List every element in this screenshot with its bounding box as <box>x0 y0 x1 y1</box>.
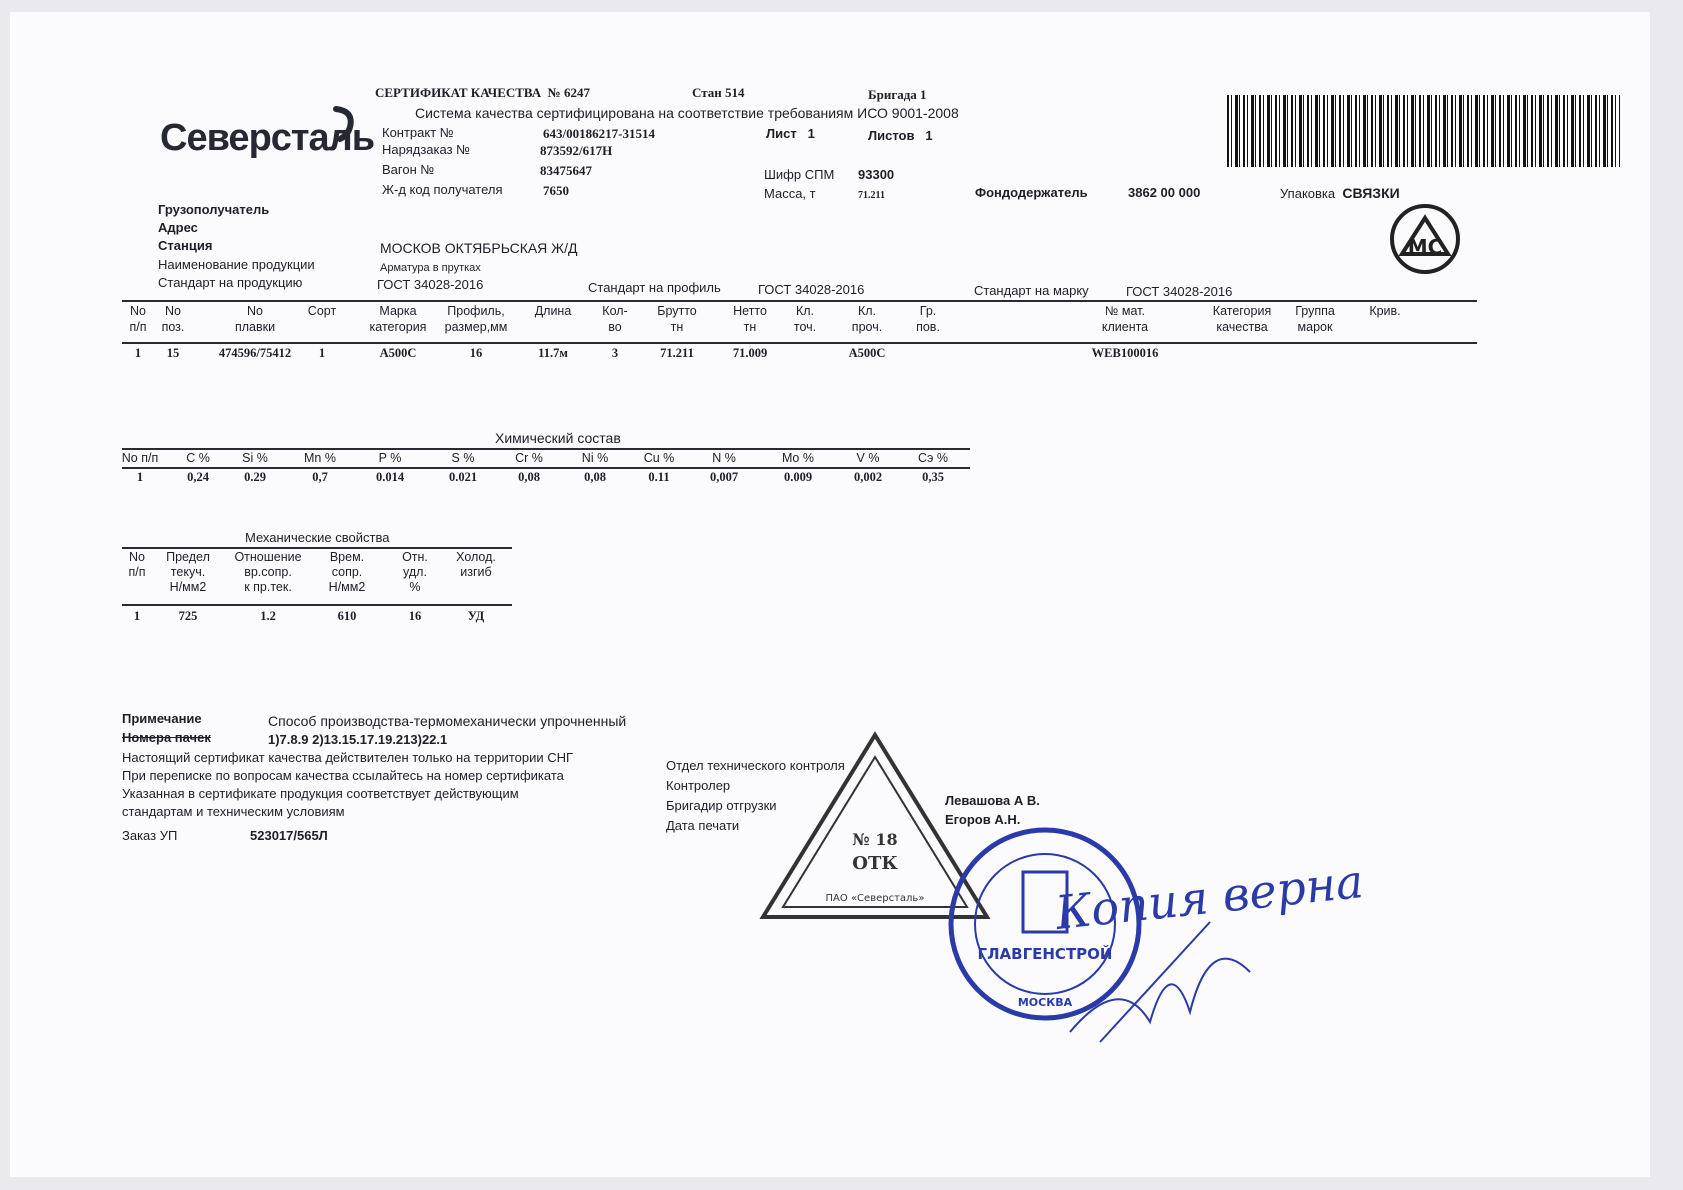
main-table-bottom-line <box>122 342 1477 344</box>
wagon-value: 83475647 <box>540 163 592 178</box>
standard-value: ГОСТ 34028-2016 <box>377 277 484 292</box>
main-table-header-1-line-0: No <box>165 304 181 318</box>
mech-table-cell-5: УД <box>467 609 485 623</box>
chem-table-mid-line <box>122 467 970 469</box>
main-table-header-3-line-0: Сорт <box>307 304 337 318</box>
severstal-logo-icon <box>328 105 358 145</box>
main-table-header-6 <box>535 303 572 319</box>
chem-table-header-3 <box>304 450 336 466</box>
controller-label: Контролер <box>666 778 731 793</box>
certificate-title: СЕРТИФИКАТ КАЧЕСТВА № 6247 <box>375 85 590 100</box>
chem-table-cell-12: 0,35 <box>922 470 944 484</box>
mech-title: Механические свойства <box>245 530 390 545</box>
grade-std-value: ГОСТ 34028-2016 <box>1126 284 1233 299</box>
mech-table-header-4-line-2: % <box>409 580 421 594</box>
chem-table-cell-7: 0,08 <box>584 470 606 484</box>
main-table-header-0 <box>129 303 146 335</box>
main-table-header-2-line-1: плавки <box>234 320 276 334</box>
main-table-header-10 <box>794 303 816 335</box>
sheets-label: Листов 1 <box>868 128 933 143</box>
product-label: Наименование продукции <box>158 257 315 272</box>
main-table-cell-6: 11.7м <box>538 346 568 360</box>
otk-stamp-number: № 18 <box>852 830 898 849</box>
mech-table-header-2 <box>234 550 301 595</box>
main-table-header-12 <box>916 303 940 335</box>
main-table-header-13-line-1: клиента <box>1101 320 1149 334</box>
main-table-header-2 <box>235 303 275 335</box>
chem-table-header-10-line-0: Mo % <box>782 451 814 465</box>
mech-table-header-3 <box>329 550 366 595</box>
chem-table-cell-11: 0,002 <box>853 470 883 484</box>
main-table-header-7-line-0: Кол- <box>602 304 628 318</box>
round-stamp-city: МОСКВА <box>1017 996 1073 1009</box>
cipher-value: 93300 <box>858 167 895 182</box>
footer-line-4: стандартам и техническим условиям <box>122 804 345 819</box>
mech-table-header-2-line-0: Отношение <box>234 550 302 564</box>
mech-table-header-3-line-2: Н/мм2 <box>328 580 366 594</box>
mech-table-top-line <box>122 547 512 549</box>
main-table-header-8-line-1: тн <box>670 320 684 334</box>
cipher-label: Шифр СПМ <box>764 167 835 182</box>
main-table-header-7 <box>602 303 627 335</box>
mech-table-header-1-line-2: Н/мм2 <box>169 580 207 594</box>
main-table-cell-2: 474596/75412 <box>218 346 292 360</box>
sheet-label: Лист 1 <box>766 126 815 141</box>
mech-table-header-1 <box>166 550 210 595</box>
station-value: МОСКОВ ОКТЯБРЬСКАЯ Ж/Д <box>380 240 578 256</box>
up-order-value: 523017/565Л <box>250 828 328 843</box>
mech-table-header-1-line-1: текуч. <box>170 565 206 579</box>
main-table-header-11-line-1: проч. <box>851 320 883 334</box>
main-table-cell-3: 1 <box>318 346 326 360</box>
main-table-header-8-line-0: Брутто <box>657 304 697 318</box>
mech-table-header-2-line-2: к пр.тек. <box>244 580 292 594</box>
controller-name: Левашова А В. <box>945 793 1040 808</box>
order-label: Нарядзаказ № <box>382 142 471 157</box>
chem-table-header-1-line-0: С % <box>186 451 210 465</box>
main-table-header-1 <box>162 303 185 335</box>
main-table-header-6-line-0: Длина <box>534 304 572 318</box>
main-table-header-12-line-1: пов. <box>916 320 940 334</box>
mill: Стан 514 <box>692 85 745 100</box>
signature <box>1060 912 1260 1052</box>
mech-table-header-5 <box>456 550 496 580</box>
footer-line-3: Указанная в сертификате продукция соответствует действующим <box>122 786 519 801</box>
main-table-header-11-line-0: Кл. <box>857 304 877 318</box>
chem-table-cell-6: 0,08 <box>518 470 540 484</box>
print-date-label: Дата печати <box>666 818 740 833</box>
order-value: 873592/617Н <box>540 143 613 158</box>
mech-table-header-3-line-0: Врем. <box>329 550 365 564</box>
profile-std-label: Стандарт на профиль <box>588 280 721 295</box>
brigade: Бригада 1 <box>868 87 927 102</box>
main-table-header-5 <box>445 303 508 335</box>
chem-table-header-9-line-0: N % <box>712 451 736 465</box>
main-table-header-16 <box>1369 303 1400 319</box>
main-table-header-4-line-1: категория <box>369 320 427 334</box>
profile-std-value: ГОСТ 34028-2016 <box>758 282 865 297</box>
main-table-cell-7: 3 <box>611 346 619 360</box>
grade-std-label: Стандарт на марку <box>974 283 1089 298</box>
bundles-value: 1)7.8.9 2)13.15.17.19.213)22.1 <box>268 732 448 747</box>
otk-stamp-text: ОТК <box>852 853 898 874</box>
main-table-cell-11: А500С <box>848 346 886 360</box>
chem-table-header-6 <box>515 450 543 466</box>
chem-table-header-7 <box>582 450 608 466</box>
chem-table-cell-4: 0.014 <box>375 470 405 484</box>
chem-table-header-6-line-0: Cr % <box>515 451 543 465</box>
main-table-header-5-line-0: Профиль, <box>447 304 505 318</box>
main-table-header-10-line-0: Кл. <box>795 304 815 318</box>
chem-table-header-0-line-0: No п/п <box>121 451 159 465</box>
product-value: Арматура в прутках <box>380 262 481 274</box>
rail-code-value: 7650 <box>543 183 569 198</box>
chem-table-header-0 <box>122 450 158 466</box>
severstal-logo: Северсталь <box>160 117 375 159</box>
mech-table-header-1-line-0: Предел <box>166 550 210 564</box>
contract-value: 643/00186217-31514 <box>543 126 655 141</box>
mech-table-header-2-line-1: вр.сопр. <box>244 565 292 579</box>
mech-table-cell-4: 16 <box>408 609 422 623</box>
mech-table-mid-line <box>122 604 512 606</box>
certificate-sheet <box>10 12 1650 1177</box>
chem-table-header-5-line-0: S % <box>451 451 475 465</box>
main-table-header-3 <box>308 303 336 319</box>
station-label: Станция <box>158 238 213 253</box>
main-table-header-4-line-0: Марка <box>379 304 417 318</box>
chem-table-cell-0: 1 <box>136 470 144 484</box>
handwritten-copy-verified: Копия верна <box>1053 854 1366 940</box>
mech-table-header-0-line-1: п/п <box>128 565 146 579</box>
main-table-cell-8: 71.211 <box>660 346 694 360</box>
chem-table-cell-2: 0.29 <box>244 470 266 484</box>
chem-table-cell-9: 0,007 <box>709 470 739 484</box>
certificate-number: 6247 <box>564 85 590 100</box>
main-table-cell-4: А500С <box>379 346 417 360</box>
main-table-header-0-line-1: п/п <box>129 320 147 334</box>
mass-value: 71.211 <box>858 190 885 201</box>
mech-table-header-5-line-0: Холод. <box>456 550 496 564</box>
chem-table-header-8 <box>644 450 675 466</box>
packing-label: Упаковка СВЯЗКИ <box>1280 185 1400 201</box>
main-table-cell-1: 15 <box>166 346 180 360</box>
main-table-header-9-line-1: тн <box>743 320 757 334</box>
bundles-label: Номера пачек <box>122 730 211 745</box>
main-table-header-1-line-1: поз. <box>161 320 185 334</box>
address-label: Адрес <box>158 220 198 235</box>
main-table-header-14 <box>1213 303 1271 335</box>
ms-logo-text: МС <box>1407 235 1443 259</box>
chem-table-header-2-line-0: Si % <box>242 451 268 465</box>
main-table-header-2-line-0: No <box>247 304 263 318</box>
main-table-header-11 <box>852 303 882 335</box>
main-table-header-10-line-1: точ. <box>793 320 817 334</box>
chem-table-header-9 <box>712 450 736 466</box>
main-table-header-0-line-0: No <box>130 304 146 318</box>
main-table-header-4 <box>370 303 427 335</box>
chem-table-header-4-line-0: P % <box>378 451 402 465</box>
chem-table-header-3-line-0: Mn % <box>304 451 336 465</box>
brigadier-name: Егоров А.Н. <box>945 812 1021 827</box>
mech-table-cell-1: 725 <box>178 609 198 623</box>
standard-label: Стандарт на продукцию <box>158 275 303 290</box>
chem-table-cell-1: 0,24 <box>187 470 209 484</box>
consignee-label: Грузополучатель <box>158 202 270 217</box>
chem-table-header-10 <box>782 450 814 466</box>
footer-line-2: При переписке по вопросам качества ссылайтесь на номер сертификата <box>122 768 564 783</box>
mech-table-header-5-line-1: изгиб <box>460 565 492 579</box>
chem-table-header-1 <box>186 450 210 466</box>
main-table-header-13 <box>1102 303 1148 335</box>
mech-table-header-0-line-0: No <box>129 550 145 564</box>
note-value: Способ производства-термомеханически упрочненный <box>268 713 627 729</box>
main-table-header-16-line-0: Крив. <box>1369 304 1401 318</box>
mech-table-cell-2: 1.2 <box>260 609 276 623</box>
mech-table-header-4 <box>402 550 428 595</box>
note-label: Примечание <box>122 711 202 726</box>
main-table-header-14-line-0: Категория <box>1212 304 1272 318</box>
fund-holder-value: 3862 00 000 <box>1128 185 1201 200</box>
round-stamp-name: ГЛАВГЕНСТРОЙ <box>977 945 1113 963</box>
main-table-header-9 <box>733 303 767 335</box>
main-table-header-8 <box>657 303 697 335</box>
chem-table-header-7-line-0: Ni % <box>581 451 609 465</box>
main-table-cell-5: 16 <box>469 346 483 360</box>
chem-table-header-11-line-0: V % <box>856 451 880 465</box>
brigadier-label: Бригадир отгрузки <box>666 798 777 813</box>
main-table-cell-9: 71.009 <box>732 346 768 360</box>
chem-table-cell-10: 0.009 <box>783 470 813 484</box>
main-table-header-14-line-1: качества <box>1216 320 1268 334</box>
mech-table-cell-0: 1 <box>133 609 141 623</box>
mech-table-cell-3: 610 <box>337 609 357 623</box>
main-table-cell-0: 1 <box>134 346 142 360</box>
main-table-top-line <box>122 300 1477 302</box>
footer-line-1: Настоящий сертификат качества действителен только на территории СНГ <box>122 750 574 765</box>
chem-table-cell-3: 0,7 <box>312 470 328 484</box>
chem-table-header-11 <box>857 450 880 466</box>
mech-table-header-4-line-1: удл. <box>403 565 427 579</box>
main-table-header-15-line-1: марок <box>1297 320 1333 334</box>
main-table-header-12-line-0: Гр. <box>919 304 937 318</box>
up-order-label: Заказ УП <box>122 828 178 843</box>
chem-table-cell-8: 0.11 <box>648 470 670 484</box>
rail-code-label: Ж-д код получателя <box>382 182 503 197</box>
mass-label: Масса, т <box>764 186 816 201</box>
main-table-header-15-line-0: Группа <box>1295 304 1335 318</box>
main-table-header-9-line-0: Нетто <box>733 304 767 318</box>
chem-table-header-12-line-0: Сэ % <box>918 451 948 465</box>
mech-table-header-0 <box>128 550 145 580</box>
fund-holder-label: Фондодержатель <box>975 185 1088 200</box>
contract-label: Контракт № <box>382 125 454 140</box>
iso-line: Система качества сертифицирована на соответствие требованиям ИСО 9001-2008 <box>415 105 959 121</box>
main-table-header-5-line-1: размер,мм <box>444 320 508 334</box>
main-table-header-7-line-1: во <box>608 320 622 334</box>
ms-logo-icon <box>1388 202 1462 276</box>
main-table-cell-13: WEB100016 <box>1091 346 1159 360</box>
chem-table-header-12 <box>918 450 948 466</box>
barcode <box>1227 95 1620 167</box>
chem-table-header-5 <box>452 450 475 466</box>
chem-table-header-4 <box>379 450 402 466</box>
chem-table-cell-5: 0.021 <box>448 470 478 484</box>
main-table-header-15 <box>1295 303 1335 335</box>
otk-dept-label: Отдел технического контроля <box>666 758 845 773</box>
otk-stamp-company: ПАО «Северсталь» <box>825 893 925 904</box>
mech-table-header-4-line-0: Отн. <box>402 550 428 564</box>
chem-table-header-8-line-0: Cu % <box>643 451 675 465</box>
mech-table-header-3-line-1: сопр. <box>331 565 363 579</box>
wagon-label: Вагон № <box>382 162 435 177</box>
chem-table-header-2 <box>242 450 268 466</box>
chem-title: Химический состав <box>495 430 621 446</box>
main-table-header-13-line-0: № мат. <box>1105 304 1145 318</box>
